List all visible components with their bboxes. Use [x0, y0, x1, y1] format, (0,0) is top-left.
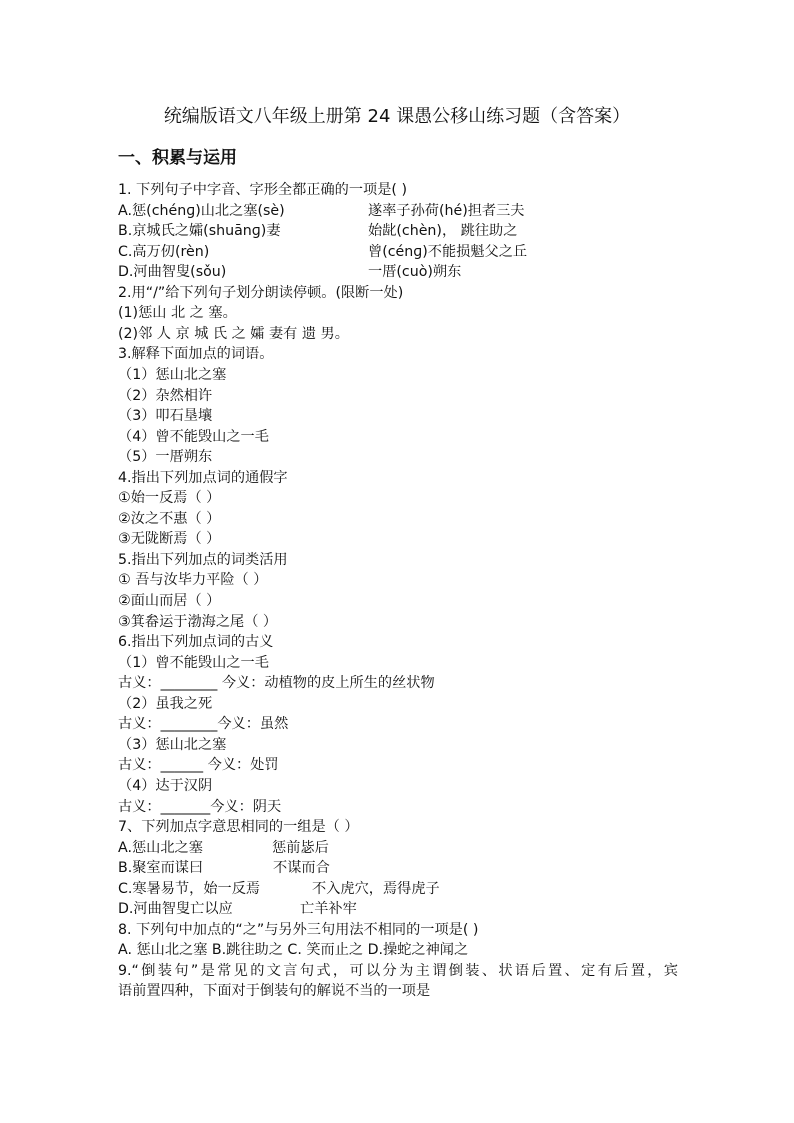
line-left-text: A.惩(chénɡ)山北之塞(sè) [118, 202, 285, 219]
text-line: 1. 下列句子中字音、字形全都正确的一项是( ) [118, 182, 408, 198]
text-line: 古义：______ 今义：处罚 [118, 757, 279, 774]
text-line: （4）曾不能毁山之一毛 [118, 428, 269, 445]
text-line: ②面山而居（ ） [118, 593, 221, 609]
line-right-text: 惩前毖后 [272, 839, 329, 856]
text-line: ②汝之不惠（ ） [118, 510, 221, 527]
text-line [118, 201, 678, 222]
text-line: 2.用“/”给下列句子划分朗读停顿。(限断一处) [118, 284, 404, 301]
text-line: 3.解释下面加点的词语。 [118, 346, 274, 363]
page-title: 统编版语文八年级上册第 24 课愚公移山练习题（含答案） [163, 106, 631, 127]
text-line: 5.指出下列加点的词类活用 [118, 551, 288, 568]
line-right-text: 亡羊补牢 [300, 901, 357, 918]
line-left-text: C.高万仞(rèn) [118, 243, 210, 260]
text-line [118, 221, 678, 242]
text-line: （5）一厝朔东 [118, 449, 213, 466]
text-line [118, 879, 678, 900]
text-line: （1）曾不能毁山之一毛 [118, 654, 269, 671]
line-right-text: 曾(cénɡ)不能损魁父之丘 [368, 243, 528, 260]
line-left-text: A.惩山北之塞 [118, 839, 203, 856]
text-line: ③无陇断焉（ ） [118, 531, 221, 548]
line-right-text: 不谋而合 [273, 860, 330, 877]
text-line: 古义：_______今义：阴天 [118, 798, 282, 815]
text-line [118, 838, 678, 859]
text-line: 8. 下列句中加点的“之”与另外三句用法不相同的一项是( ) [118, 921, 479, 938]
line-right-text: 一厝(cuò)朔东 [368, 264, 462, 281]
text-line: (2)邻 人 京 城 氏 之 孀 妻有 遗 男。 [118, 325, 349, 342]
text-line: （2）杂然相许 [118, 387, 213, 404]
text-line: 6.指出下列加点词的古义 [118, 634, 274, 651]
text-line: （3）叩石垦壤 [118, 408, 213, 425]
text-line: （1）惩山北之塞 [118, 366, 227, 383]
line-left-text: D.河曲智叟(sǒu) [118, 264, 227, 281]
text-line: 古义：________ 今义：动植物的皮上所生的丝状物 [118, 675, 435, 692]
line-right-text: 始龀(chèn)， 跳往助之 [368, 223, 518, 240]
text-line: (1)惩山 北 之 塞。 [118, 305, 237, 322]
text-line [118, 899, 678, 920]
text-line: （4）达于汉阴 [118, 777, 213, 794]
text-line: 7、下列加点字意思相同的一组是（ ） [118, 819, 359, 836]
section-heading: 一、积累与运用 [118, 148, 237, 168]
text-line: 古义：________今义：虽然 [118, 716, 289, 733]
text-line [118, 858, 678, 879]
text-line: ③箕畚运于渤海之尾（ ） [118, 613, 278, 630]
text-line: 4.指出下列加点词的通假字 [118, 469, 288, 486]
text-line [118, 262, 678, 283]
text-line: （2）虽我之死 [118, 695, 213, 712]
line-left-text: B.聚室而谋曰 [118, 860, 204, 877]
text-line: ①始一反焉（ ） [118, 490, 221, 507]
line-right-text: 遂率子孙荷(hé)担者三夫 [368, 202, 525, 219]
line-right-text: 不入虎穴，焉得虎子 [312, 880, 440, 897]
text-line: 9.“倒装句”是常见的文言句式，可以分为主谓倒装、状语后置、定有后置，宾 [118, 962, 678, 979]
text-line [118, 242, 678, 263]
line-left-text: C.寒暑易节，始一反焉 [118, 880, 261, 897]
line-left-text: B.京城氏之孀(shuānɡ)妻 [118, 223, 281, 240]
line-left-text: D.河曲智叟亡以应 [118, 901, 233, 918]
text-line: （3）惩山北之塞 [118, 736, 227, 753]
text-line: ① 吾与汝毕力平险（ ） [118, 572, 268, 589]
text-line: 语前置四种，下面对于倒装句的解说不当的一项是 [118, 983, 431, 1000]
text-line: A. 惩山北之塞 B.跳往助之 C. 笑而止之 D.操蛇之神闻之 [118, 942, 469, 959]
